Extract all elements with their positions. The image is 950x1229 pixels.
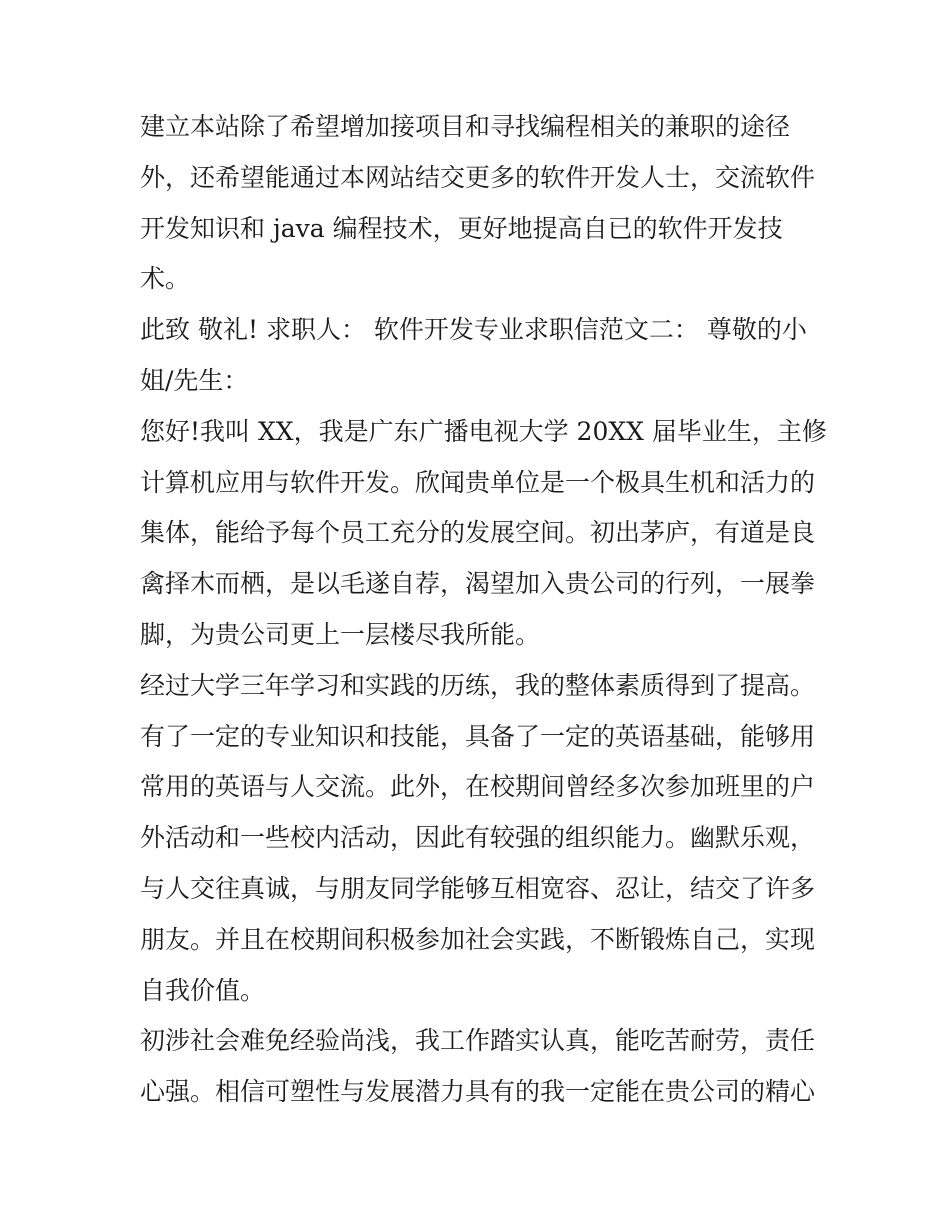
text-line: 心强。相信可塑性与发展潜力具有的我一定能在贵公司的精心 [140, 1077, 816, 1107]
text-line: 外活动和一些校内活动，因此有较强的组织能力。幽默乐观， [140, 823, 816, 853]
text-line: 脚，为贵公司更上一层楼尽我所能。 [140, 619, 541, 649]
text-line: 朋友。并且在校期间积极参加社会实践，不断锻炼自己，实现 [140, 924, 816, 954]
text-line: 常用的英语与人交流。此外，在校期间曾经多次参加班里的户 [140, 772, 816, 802]
document-body [140, 102, 827, 1118]
text-line: 术。 [140, 264, 191, 294]
text-line: 计算机应用与软件开发。欣闻贵单位是一个极具生机和活力的 [140, 467, 816, 497]
text-line: 开发知识和 java 编程技术，更好地提高自已的软件开发技 [140, 213, 783, 243]
text-line: 与人交往真诚，与朋友同学能够互相宽容、忍让，结交了许多 [140, 873, 816, 903]
text-line: 集体，能给予每个员工充分的发展空间。初出茅庐，有道是良 [140, 518, 816, 548]
text-line: 外，还希望能通过本网站结交更多的软件开发人士，交流软件 [140, 162, 816, 192]
text-line: 经过大学三年学习和实践的历练，我的整体素质得到了提高。 [140, 670, 816, 700]
text-line: 禽择木而栖，是以毛遂自荐，渴望加入贵公司的行列，一展拳 [140, 569, 816, 599]
text-line: 初涉社会难免经验尚浅，我工作踏实认真，能吃苦耐劳，责任 [140, 1026, 816, 1056]
text-line: 姐/先生： [140, 365, 249, 395]
text-line: 此致 敬礼! 求职人： 软件开发专业求职信范文二： 尊敬的小 [140, 315, 807, 345]
text-line: 有了一定的专业知识和技能，具备了一定的英语基础，能够用 [140, 721, 816, 751]
text-line: 建立本站除了希望增加接项目和寻找编程相关的兼职的途径 [140, 112, 791, 141]
text-line: 自我价值。 [140, 975, 266, 1005]
text-line: 您好!我叫 XX，我是广东广播电视大学 20XX 届毕业生，主修 [140, 416, 827, 446]
